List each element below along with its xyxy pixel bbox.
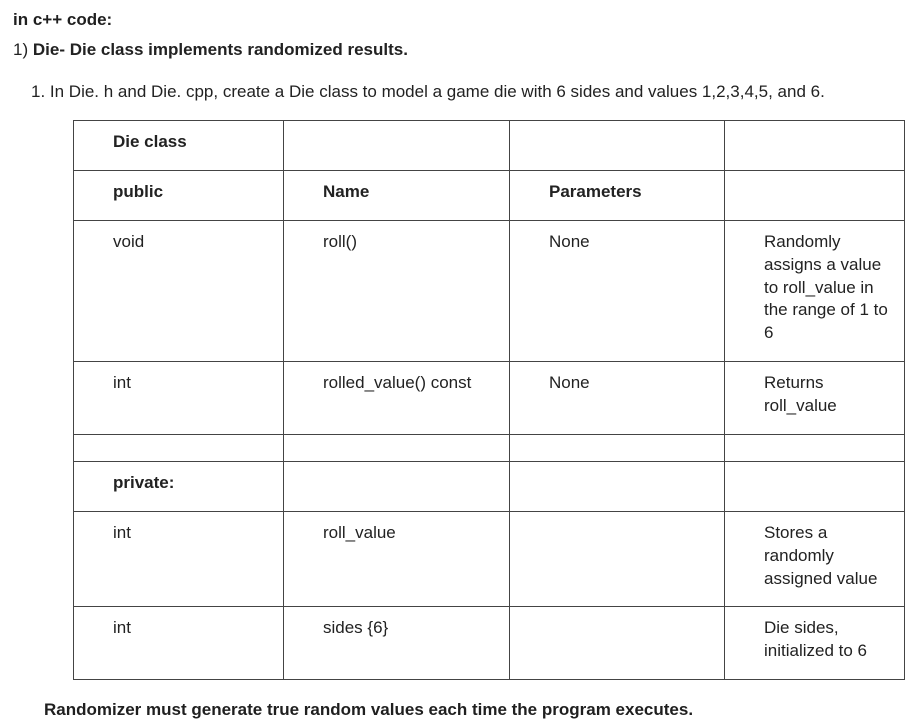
table-cell: private: bbox=[74, 462, 284, 512]
randomizer-requirement-note: Randomizer must generate true random values each time the program executes. bbox=[44, 700, 694, 719]
table-cell bbox=[725, 121, 905, 171]
table-row bbox=[74, 221, 905, 362]
table-cell bbox=[510, 121, 725, 171]
table-cell: None bbox=[510, 221, 725, 362]
table-row bbox=[74, 171, 905, 221]
table-cell bbox=[284, 121, 510, 171]
table-cell: roll() bbox=[284, 221, 510, 362]
table-cell: public bbox=[74, 171, 284, 221]
table-cell bbox=[74, 435, 284, 462]
table-row bbox=[74, 462, 905, 512]
table-cell bbox=[510, 435, 725, 462]
table-cell: int bbox=[74, 607, 284, 680]
item-number: 1) bbox=[13, 40, 29, 59]
table-cell: int bbox=[74, 362, 284, 435]
table-cell bbox=[510, 512, 725, 607]
table-cell: void bbox=[74, 221, 284, 362]
table-cell: None bbox=[510, 362, 725, 435]
table-cell: int bbox=[74, 512, 284, 607]
table-cell bbox=[510, 607, 725, 680]
table-cell: Die sides, initialized to 6 bbox=[725, 607, 905, 680]
die-class-table bbox=[73, 120, 905, 680]
table-cell: Returns roll_value bbox=[725, 362, 905, 435]
table-cell: Stores a randomly assigned value bbox=[725, 512, 905, 607]
requirement-item-die bbox=[13, 39, 408, 61]
step-instruction: 1. In Die. h and Die. cpp, create a Die class to model a game die with 6 sides and values 1,2,3,4,5, and 6. bbox=[31, 82, 825, 101]
table-row bbox=[74, 512, 905, 607]
table-cell bbox=[725, 462, 905, 512]
page-heading: in c++ code: bbox=[13, 10, 113, 29]
table-cell bbox=[725, 435, 905, 462]
table-cell: Parameters bbox=[510, 171, 725, 221]
table-row bbox=[74, 121, 905, 171]
table-cell bbox=[510, 462, 725, 512]
table-row bbox=[74, 607, 905, 680]
table-cell: Name bbox=[284, 171, 510, 221]
table-cell: roll_value bbox=[284, 512, 510, 607]
table-cell: Randomly assigns a value to roll_value in the range of 1 to 6 bbox=[725, 221, 905, 362]
table-row bbox=[74, 435, 905, 462]
table-cell: Die class bbox=[74, 121, 284, 171]
table-cell bbox=[284, 435, 510, 462]
table-cell bbox=[725, 171, 905, 221]
table-cell bbox=[284, 462, 510, 512]
item-title: Die- Die class implements randomized results. bbox=[32, 40, 408, 59]
table-cell: sides {6} bbox=[284, 607, 510, 680]
table-row bbox=[74, 362, 905, 435]
table-cell: rolled_value() const bbox=[284, 362, 510, 435]
